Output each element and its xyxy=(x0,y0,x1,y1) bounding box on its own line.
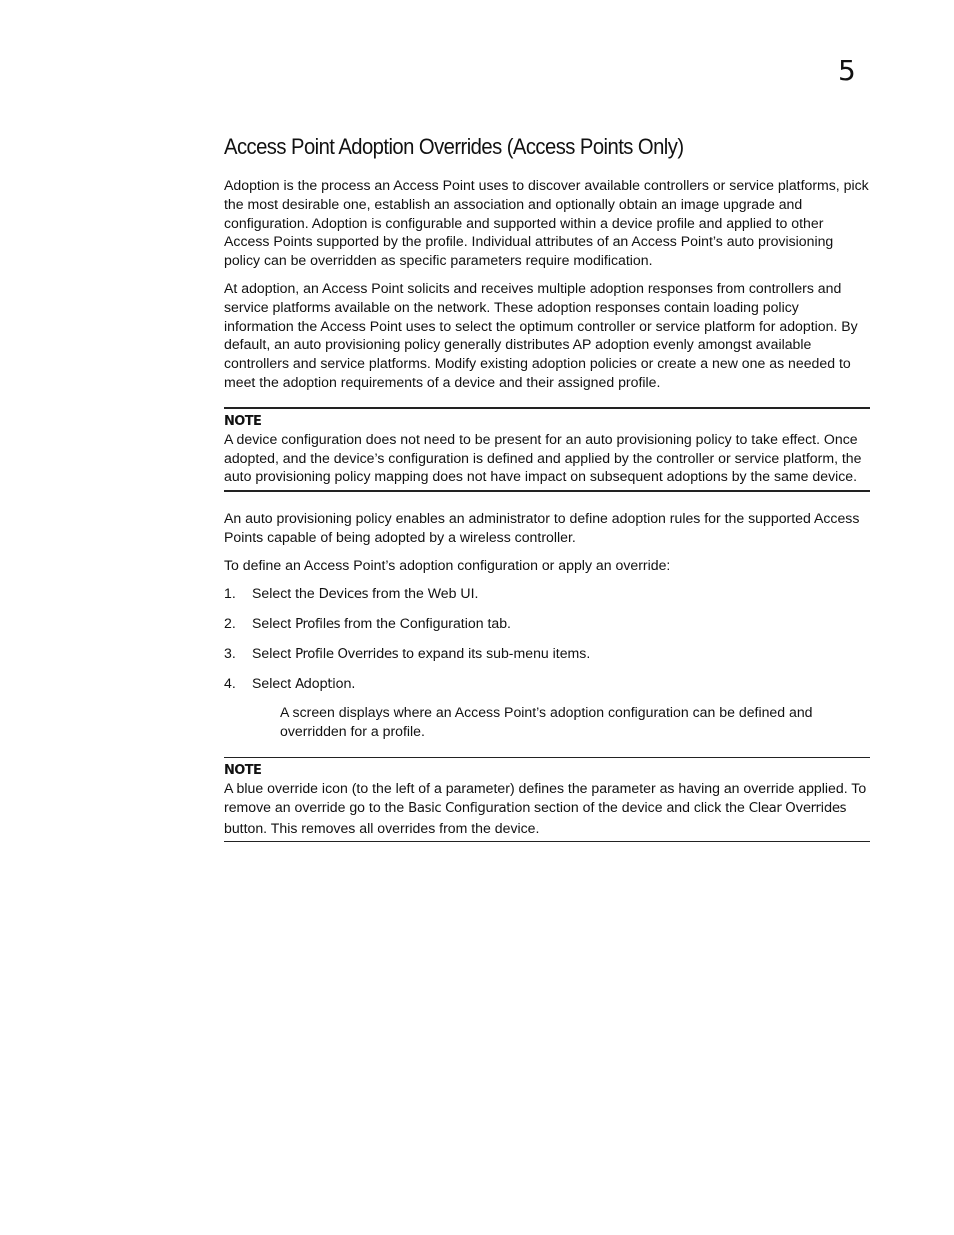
ui-term-profile-overrides: Profile Overrides xyxy=(295,646,399,662)
step-number: 4. xyxy=(224,674,236,691)
procedure-steps xyxy=(224,584,870,695)
ui-term-devices: Devices xyxy=(318,586,369,602)
paragraph-adoption-intro: Adoption is the process an Access Point uses to discover available controllers or service platforms, pick the most desirable one, establish an association and optionally obtain an image upgrade and configuration. Adoption is configurable and supported within a device profile and applied to other Access Points supported by the profile. Individual attributes of an Access Point’s auto provisioning policy can be overridden as specific parameters require modification. xyxy=(224,177,869,269)
step-item xyxy=(224,644,870,665)
step-post: to expand its sub-menu items. xyxy=(398,644,591,661)
ui-term-clear-overrides: Clear Overrides xyxy=(748,800,847,816)
ui-term-basic-configuration: Basic Configuration xyxy=(408,800,531,816)
paragraph-adoption-responses: At adoption, an Access Point solicits and receives multiple adoption responses from controllers and service platforms available on the network. These adoption responses contain loading policy information the Access Point uses to select the optimum controller or service platform for adoption. By default, an auto provisioning policy generally distributes AP adoption evenly amongst available controllers and service platforms. Modify existing adoption policies or create a new one as needed to meet the adoption requirements of a device and their assigned profile. xyxy=(224,279,858,390)
step-item xyxy=(224,584,870,605)
note-text xyxy=(224,779,870,837)
step-pre: Select the xyxy=(252,584,319,601)
step-post: from the Configuration tab. xyxy=(340,614,511,631)
note-text-a: A blue override icon (to the left of a parameter) defines the parameter as having an override applied. To remove an override go to the xyxy=(224,780,867,815)
paragraph-procedure-intro: To define an Access Point’s adoption configuration or apply an override: xyxy=(224,556,671,573)
ui-term-adoption: Adoption. xyxy=(295,676,356,692)
step-text xyxy=(252,644,590,665)
step-number: 1. xyxy=(224,584,236,601)
step-pre: Select xyxy=(252,614,296,631)
step-result: A screen displays where an Access Point’s adoption configuration can be defined and overridden for a profile. xyxy=(280,704,813,740)
note-label: NOTE xyxy=(224,413,262,429)
paragraph-policy: An auto provisioning policy enables an administrator to define adoption rules for the supported Access Points capable of being adopted by a wireless controller. xyxy=(224,510,860,545)
step-pre: Select xyxy=(252,674,296,691)
note-text: A device configuration does not need to be present for an auto provisioning policy to take effect. Once adopted, and the device’s configuration is defined and applied by the controller or service platform, the auto provisioning policy mapping does not have impact on subsequent adoptions by the same device. xyxy=(224,430,862,485)
note-box xyxy=(224,407,870,492)
note-text-b: section of the device and click the xyxy=(530,798,749,815)
step-number: 2. xyxy=(224,614,236,631)
step-item xyxy=(224,614,870,635)
step-number: 3. xyxy=(224,644,236,661)
chapter-number: 5 xyxy=(838,54,856,87)
section-heading: Access Point Adoption Overrides (Access Points Only) xyxy=(224,134,684,159)
step-post: from the Web UI. xyxy=(368,584,479,601)
page-content xyxy=(224,134,870,859)
note-text-c: button. This removes all overrides from the device. xyxy=(224,819,540,836)
step-item xyxy=(224,674,870,695)
step-pre: Select xyxy=(252,644,296,661)
step-text xyxy=(252,674,355,695)
step-text xyxy=(252,614,511,635)
step-text xyxy=(252,584,478,605)
note-box xyxy=(224,757,870,842)
ui-term-profiles: Profiles xyxy=(295,616,341,632)
note-label: NOTE xyxy=(224,763,262,779)
